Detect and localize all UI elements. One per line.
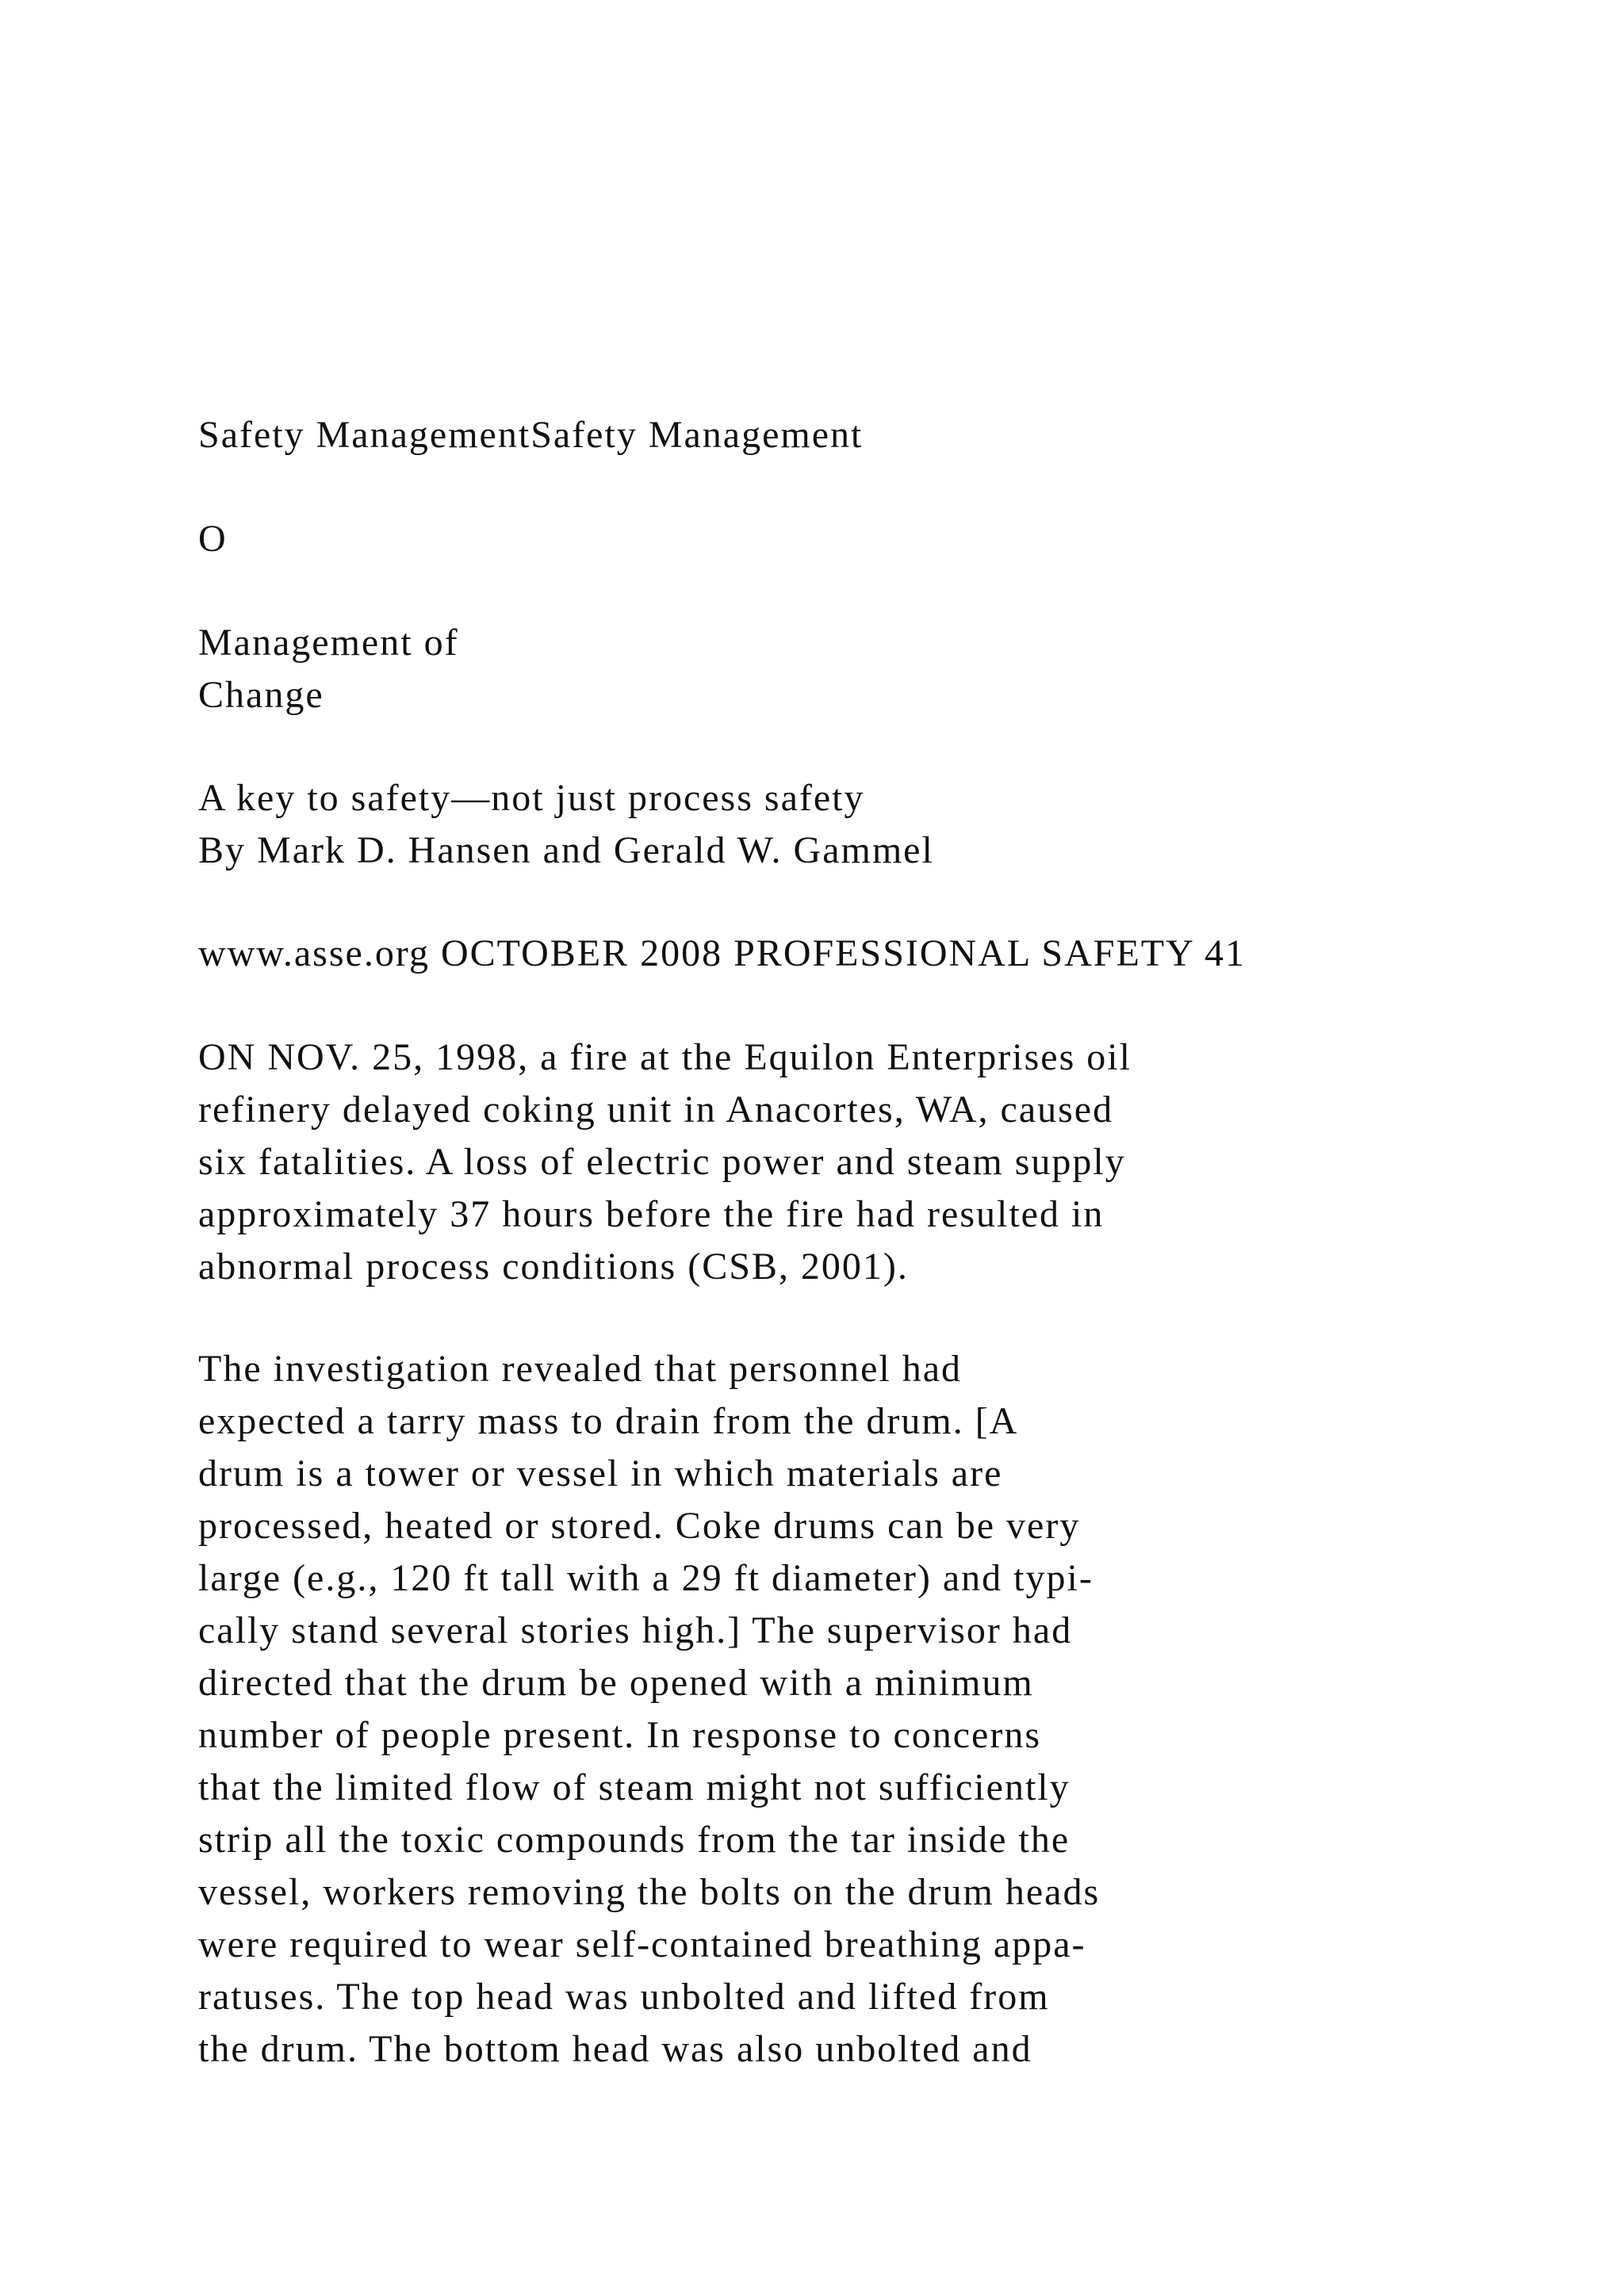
publication-line-text: www.asse.org OCTOBER 2008 PROFESSIONAL SAFETY 41 [198, 932, 1246, 974]
paragraph-2-line: the drum. The bottom head was also unbolted and [198, 2028, 1032, 2070]
paragraph-1-line: ON NOV. 25, 1998, a fire at the Equilon Enterprises oil [198, 1036, 1132, 1078]
running-header-text: Safety ManagementSafety Management [198, 414, 864, 456]
paragraph-2-line: directed that the drum be opened with a minimum [198, 1662, 1034, 1704]
drop-letter [198, 513, 1507, 565]
paragraph-2-line: processed, heated or stored. Coke drums can be very [198, 1505, 1081, 1547]
publication-line [198, 928, 1507, 980]
paragraph-1 [198, 1031, 1507, 1293]
paragraph-2-line: expected a tarry mass to drain from the drum. [A [198, 1400, 1019, 1442]
paragraph-2-line: were required to wear self-contained breathing appa- [198, 1923, 1086, 1965]
article-title [198, 617, 1507, 721]
paragraph-1-line: abnormal process conditions (CSB, 2001). [198, 1246, 909, 1288]
article-title-line-1: Management of [198, 622, 459, 664]
paragraph-2 [198, 1343, 1507, 2076]
paragraph-2-line: cally stand several stories high.] The supervisor had [198, 1609, 1073, 1651]
paragraph-2-line: drum is a tower or vessel in which materials are [198, 1452, 1003, 1494]
paragraph-2-line: that the limited flow of steam might not sufficiently [198, 1766, 1071, 1808]
drop-letter-text: O [198, 518, 228, 560]
paragraph-2-line: The investigation revealed that personnel had [198, 1348, 963, 1390]
article-subtitle: A key to safety—not just process safety [198, 777, 865, 819]
subtitle-byline [198, 772, 1507, 877]
article-byline: By Mark D. Hansen and Gerald W. Gammel [198, 829, 934, 871]
paragraph-2-line: number of people present. In response to concerns [198, 1714, 1042, 1756]
paragraph-1-line: refinery delayed coking unit in Anacortes, WA, caused [198, 1089, 1114, 1131]
paragraph-2-line: ratuses. The top head was unbolted and lifted from [198, 1976, 1050, 2018]
paragraph-1-line: approximately 37 hours before the fire had resulted in [198, 1193, 1105, 1235]
paragraph-2-line: vessel, workers removing the bolts on the drum heads [198, 1871, 1101, 1913]
paragraph-2-line: large (e.g., 120 ft tall with a 29 ft diameter) and typi- [198, 1557, 1094, 1599]
paragraph-1-line: six fatalities. A loss of electric power and steam supply [198, 1141, 1126, 1183]
article-title-line-2: Change [198, 674, 324, 716]
running-header [198, 409, 1507, 461]
paragraph-2-line: strip all the toxic compounds from the tar inside the [198, 1819, 1071, 1861]
